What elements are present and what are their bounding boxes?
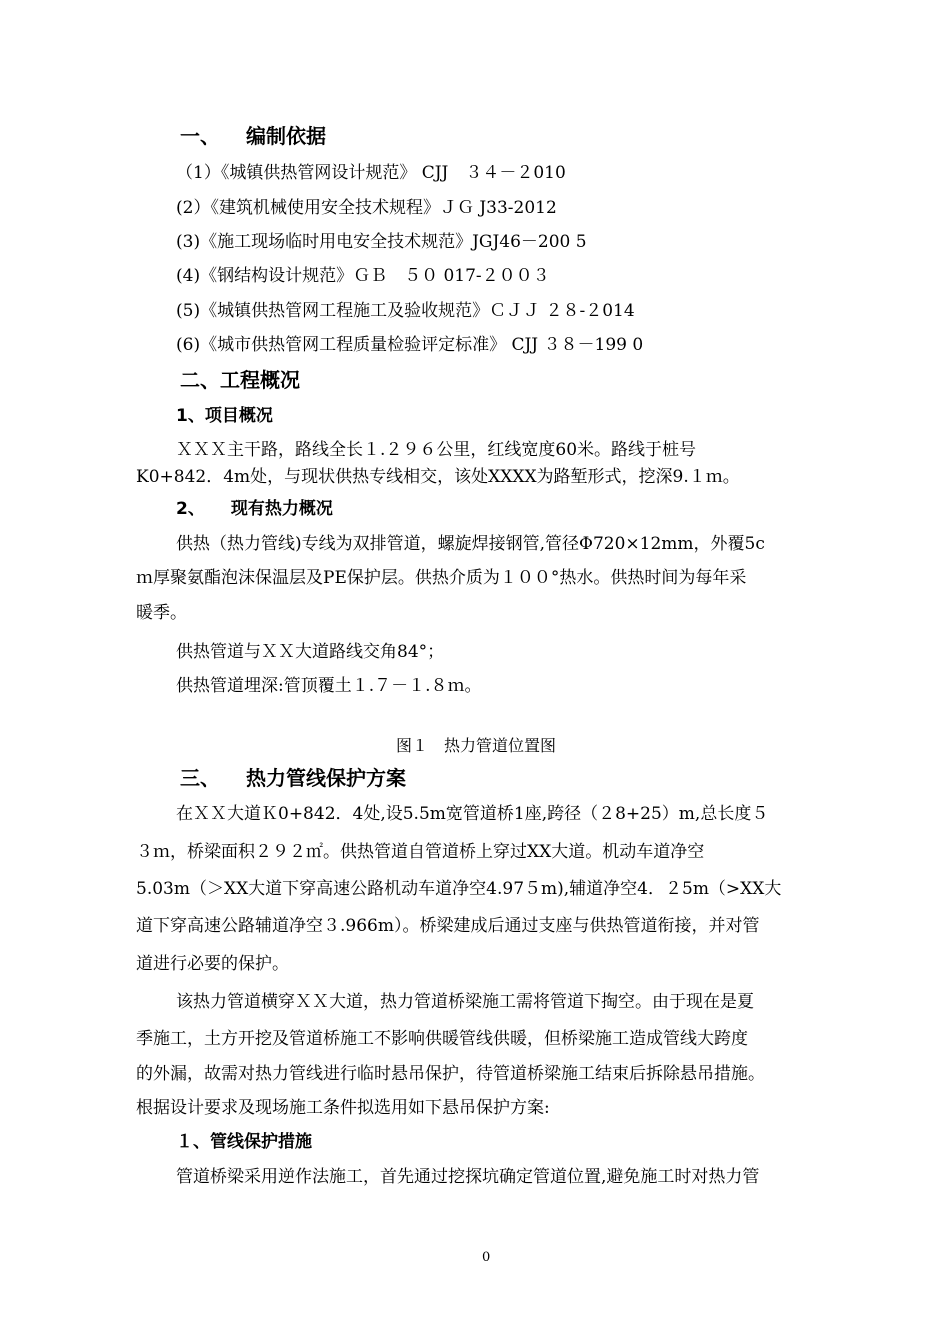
section-1-title: 编制依据 [246, 124, 326, 148]
paragraph-line: 在ＸＸ大道Ｋ0+842．4处,设5.5m宽管道桥1座,跨径（２8+25）m,总长度５ [176, 804, 769, 824]
paragraph-line: 暖季。 [136, 603, 187, 623]
subsection-2-2-title: 现有热力概况 [230, 499, 333, 519]
reference-item: (3)《施工现场临时用电安全技术规范》JGJ46－200 5 [176, 232, 587, 252]
page-number: 0 [482, 1250, 491, 1265]
paragraph-line: 供热管道埋深:管顶覆土１.７－１.８ｍ。 [176, 676, 482, 696]
paragraph-line: 道进行必要的保护。 [136, 954, 289, 974]
paragraph-line: 5.03m（＞XX大道下穿高速公路机动车道净空4.97５m),辅道净空4．２5m（>XX大 [136, 879, 782, 899]
figure-caption: 图１ 热力管道位置图 [396, 736, 557, 755]
paragraph-line: 的外漏，故需对热力管线进行临时悬吊保护，待管道桥梁施工结束后拆除悬吊措施。 [136, 1064, 765, 1084]
section-3-title: 热力管线保护方案 [246, 766, 406, 790]
paragraph-line: ｍ厚聚氨酯泡沫保温层及PE保护层。供热介质为１００°热水。供热时间为每年采 [136, 568, 747, 588]
reference-item: (5)《城镇供热管网工程施工及验收规范》ＣＪＪ ２８-２014 [176, 301, 635, 321]
paragraph-line: 供热（热力管线)专线为双排管道，螺旋焊接钢管,管径Φ720×12mm，外覆5c [176, 534, 765, 554]
paragraph-line: 供热管道与ＸＸ大道路线交角84°； [176, 642, 445, 662]
paragraph-line: ３ｍ，桥梁面积２９２㎡。供热管道自管道桥上穿过XX大道。机动车道净空 [136, 842, 705, 862]
section-1-number: 一、 [180, 124, 220, 148]
paragraph-line: 季施工，土方开挖及管道桥施工不影响供暖管线供暖，但桥梁施工造成管线大跨度 [136, 1029, 748, 1049]
subsection-2-1-heading: 1、项目概况 [176, 406, 273, 426]
reference-item: (6)《城市供热管网工程质量检验评定标准》 CJJ ３８－199 0 [176, 335, 644, 355]
subsection-2-2-number: 2、 [176, 499, 205, 519]
reference-item: （1）《城镇供热管网设计规范》 CJJ ３４－２010 [176, 163, 566, 183]
subsection-3-1-heading: １、管线保护措施 [176, 1132, 312, 1152]
paragraph-line: K0+842．4m处，与现状供热专线相交，该处XXXX为路堑形式，挖深9.１ｍ。 [136, 467, 740, 487]
section-1-heading [180, 122, 326, 150]
paragraph-line: 该热力管道横穿ＸＸ大道，热力管道桥梁施工需将管道下掏空。由于现在是夏 [176, 992, 754, 1012]
section-3-number: 三、 [180, 766, 220, 790]
paragraph-line: ＸＸＸ主干路，路线全长１.２９６公里，红线宽度60米。路线于桩号 [176, 440, 697, 460]
paragraph-line: 管道桥梁采用逆作法施工，首先通过挖探坑确定管道位置,避免施工时对热力管 [176, 1167, 760, 1187]
reference-item: (2）《建筑机械使用安全技术规程》ＪＧ J33-2012 [176, 198, 557, 218]
subsection-2-2-heading [176, 497, 333, 521]
reference-item: (4)《钢结构设计规范》ＧＢ ５０ 017-２００３ [176, 266, 550, 286]
paragraph-line: 根据设计要求及现场施工条件拟选用如下悬吊保护方案: [136, 1098, 550, 1118]
section-3-heading [180, 764, 406, 792]
section-2-heading: 二、工程概况 [180, 368, 300, 392]
paragraph-line: 道下穿高速公路辅道净空３.966m）。桥梁建成后通过支座与供热管道衔接，并对管 [136, 916, 760, 936]
